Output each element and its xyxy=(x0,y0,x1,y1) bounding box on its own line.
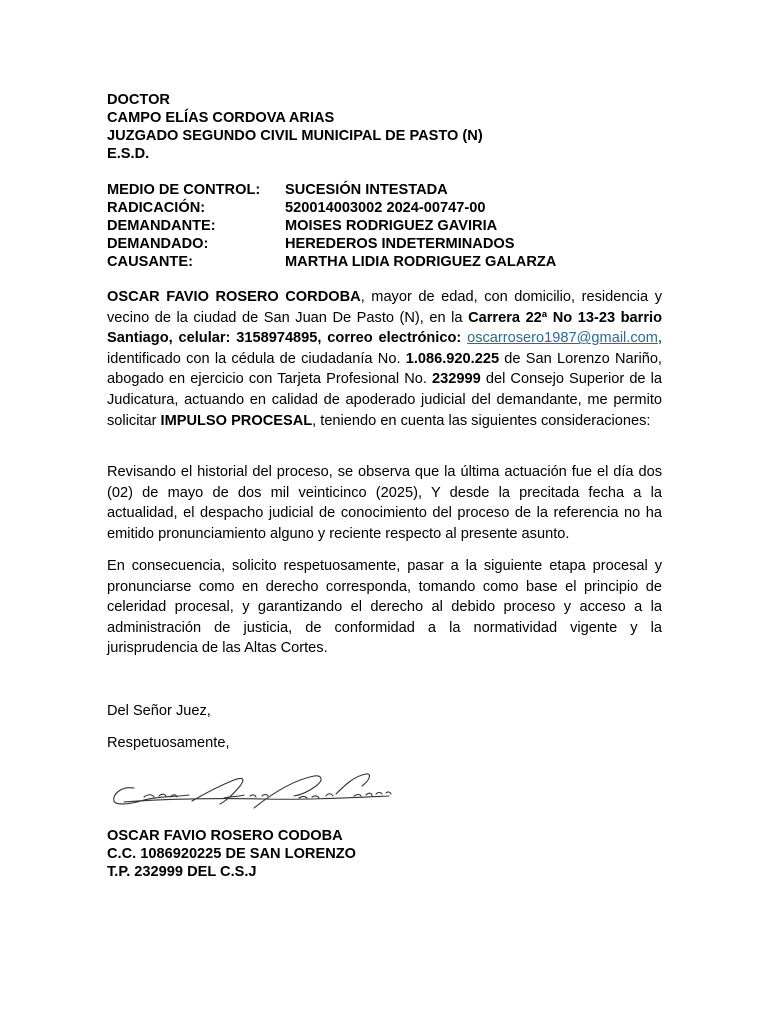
email-link[interactable]: oscarrosero1987@gmail.com xyxy=(467,330,658,347)
field-value: MOISES RODRIGUEZ GAVIRIA xyxy=(285,218,498,234)
signer-tp: T.P. 232999 DEL C.S.J xyxy=(107,864,257,880)
history-paragraph: Revisando el historial del proceso, se observa que la última actuación fue el día dos (02) de mayo de dos mil veinticinco (2025), Y desde la precitada fecha a la actualidad, el despacho judicial de conocimiento del proceso de la referencia no ha emitido pronunciamiento alguno y reciente respecto al presente asunto. xyxy=(107,464,662,542)
field-row-control xyxy=(107,181,662,199)
field-value: 520014003002 2024-00747-00 xyxy=(285,200,486,216)
intro-paragraph xyxy=(107,287,662,431)
address-text: Carrera 22ª No 13-23 barrio Santiago, celular: 3158974895, correo electrónico: xyxy=(107,309,662,347)
signer-block xyxy=(107,827,356,881)
addressee-block xyxy=(107,91,662,163)
field-value: MARTHA LIDIA RODRIGUEZ GALARZA xyxy=(285,254,557,270)
field-row-demandado xyxy=(107,235,662,253)
field-value: HEREDEROS INDETERMINADOS xyxy=(285,236,515,252)
text-run: , mayor de edad, con domicilio, residencia y vecino de la ciudad de San Juan De Pasto (N), en la xyxy=(107,289,662,326)
esd-line: E.S.D. xyxy=(107,146,150,162)
field-row-radicacion xyxy=(107,199,662,217)
valediction: Respetuosamente, xyxy=(107,735,230,751)
addressee-title: DOCTOR xyxy=(107,92,170,108)
text-run: del Consejo Superior de la Judicatura, actuando en calidad de apoderado judicial del demandante, me permito solicitar xyxy=(107,371,663,429)
field-label: DEMANDADO: xyxy=(107,236,209,252)
field-row-demandante xyxy=(107,217,662,235)
addressee-name: CAMPO ELÍAS CORDOVA ARIAS xyxy=(107,110,335,126)
field-label: DEMANDANTE: xyxy=(107,218,216,234)
case-fields xyxy=(107,181,662,271)
cedula-number: 1.086.920.225 xyxy=(405,350,500,367)
tp-number: 232999 xyxy=(432,371,481,388)
request-paragraph: En consecuencia, solicito respetuosamente, pasar a la siguiente etapa procesal y pronunciarse como en derecho corresponda, tomando como base el principio de celeridad procesal, y garantizando el derecho al debido proceso y acceso a la administración de justicia, de conformidad a la normatividad vigente y la jurisprudencia de las Altas Cortes. xyxy=(107,558,662,657)
text-run: , teniendo en cuenta las siguientes consideraciones: xyxy=(312,412,651,429)
field-label: MEDIO DE CONTROL: xyxy=(107,182,261,198)
court-name: JUZGADO SEGUNDO CIVIL MUNICIPAL DE PASTO (N) xyxy=(107,128,483,144)
handwritten-signature xyxy=(104,768,404,820)
field-label: RADICACIÓN: xyxy=(107,200,206,216)
signer-name: OSCAR FAVIO ROSERO CODOBA xyxy=(107,828,343,844)
field-label: CAUSANTE: xyxy=(107,254,193,270)
request-text: IMPULSO PROCESAL xyxy=(160,412,313,429)
field-row-causante xyxy=(107,253,662,271)
text-run: de San Lorenzo Nariño, abogado en ejercicio con Tarjeta Profesional No. xyxy=(107,350,662,388)
salutation: Del Señor Juez, xyxy=(107,703,211,719)
field-value: SUCESIÓN INTESTADA xyxy=(285,182,448,198)
lawyer-name: OSCAR FAVIO ROSERO CORDOBA xyxy=(107,289,361,305)
signer-cc: C.C. 1086920225 DE SAN LORENZO xyxy=(107,846,356,862)
text-run: , identificado con la cédula de ciudadanía No. xyxy=(107,330,662,367)
